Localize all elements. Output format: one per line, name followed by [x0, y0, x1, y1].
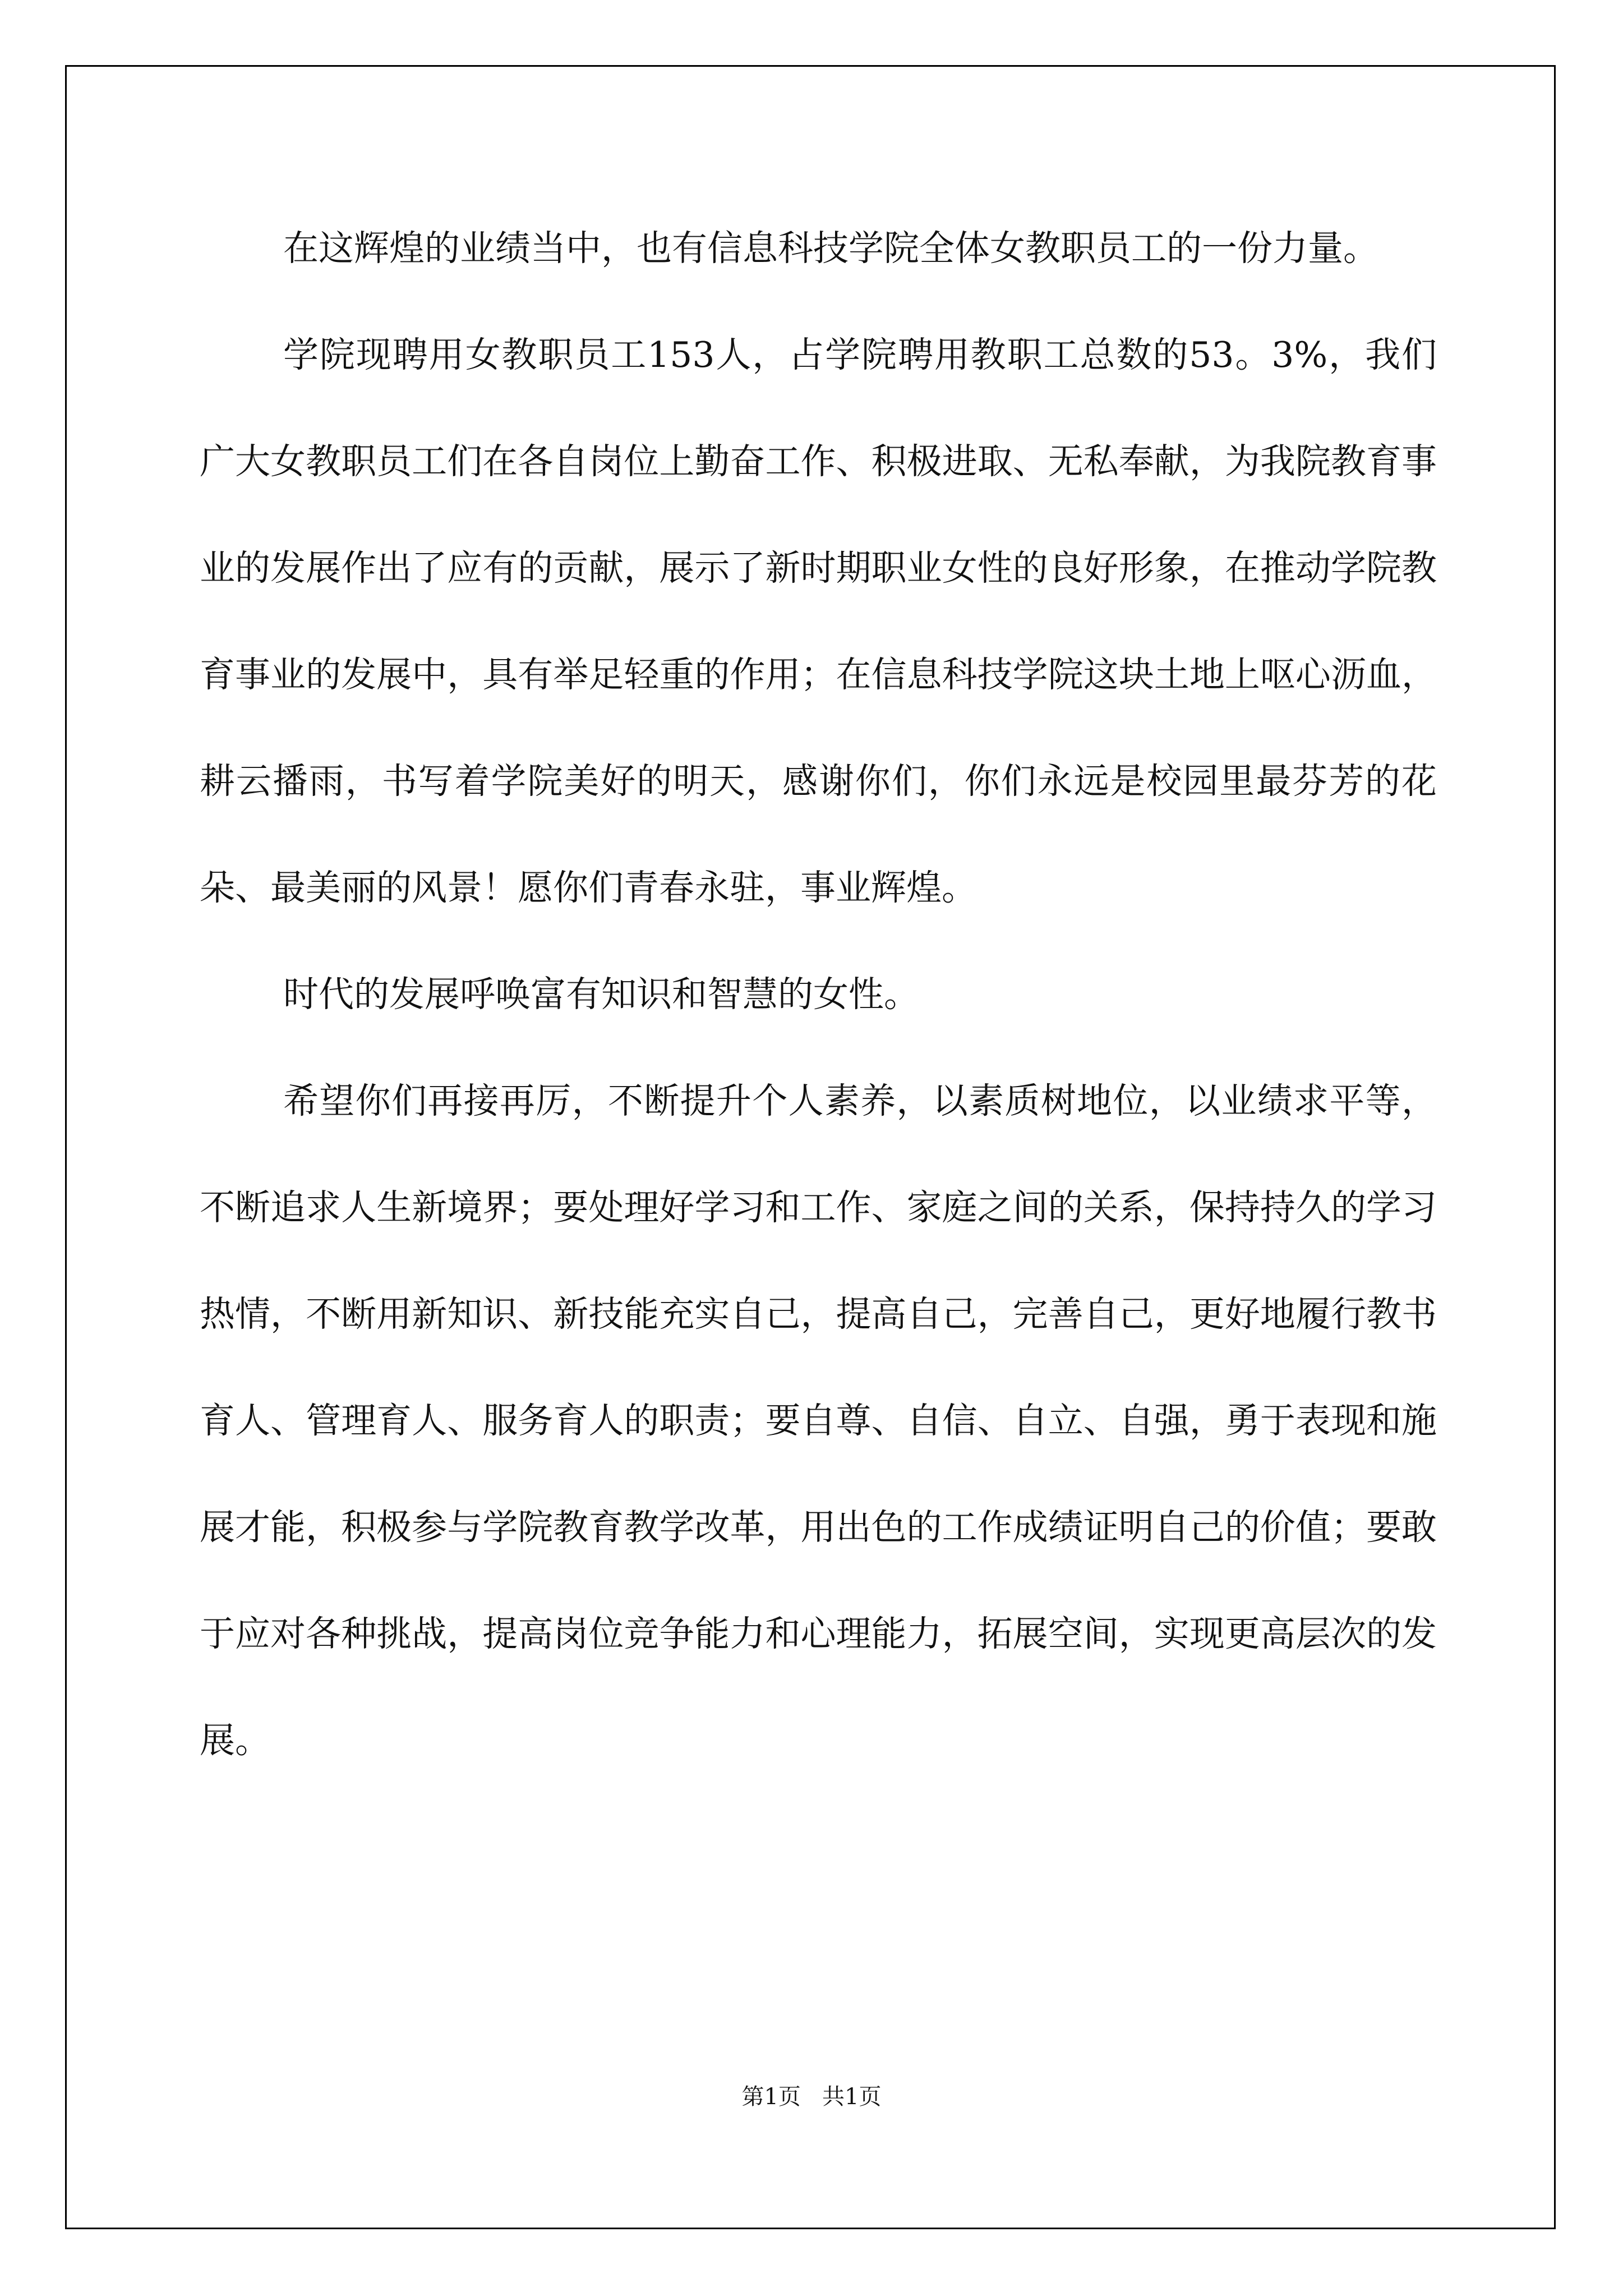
- paragraph-1: 在这辉煌的业绩当中，也有信息科技学院全体女教职员工的一份力量。: [283, 228, 1378, 269]
- page-footer: 第1页 共1页: [741, 2084, 882, 2110]
- paragraph-2: 学院现聘用女教职员工153人，占学院聘用教职工总数的53。3%，我们广大女教职员工们在各自岗位上勤奋工作、积极进取、无私奉献，为我院教育事业的发展作出了应有的贡献，展示了新时期职业女性的良好形象，在推动学院教育事业的发展中，具有举足轻重的作用；在信息科技学院这块土地上呕心沥血，耕云播雨，书写着学院美好的明天，感谢你们，你们永远是校园里最芬芳的花朵、最美丽的风景！愿你们青春永驻，事业辉煌。: [200, 334, 1437, 908]
- paragraph-4: 希望你们再接再厉，不断提升个人素养，以素质树地位，以业绩求平等，不断追求人生新境界；要处理好学习和工作、家庭之间的关系，保持持久的学习热情，不断用新知识、新技能充实自己，提高自己，完善自己，更好地履行教书育人、管理育人、服务育人的职责；要自尊、自信、自立、自强，勇于表现和施展才能，积极参与学院教育教学改革，用出色的工作成绩证明自己的价值；要敢于应对各种挑战，提高岗位竞争能力和心理能力，拓展空间，实现更高层次的发展。: [200, 1080, 1437, 1761]
- paragraph-3: 时代的发展呼唤富有知识和智慧的女性。: [283, 974, 919, 1015]
- document-body: [200, 195, 1437, 1794]
